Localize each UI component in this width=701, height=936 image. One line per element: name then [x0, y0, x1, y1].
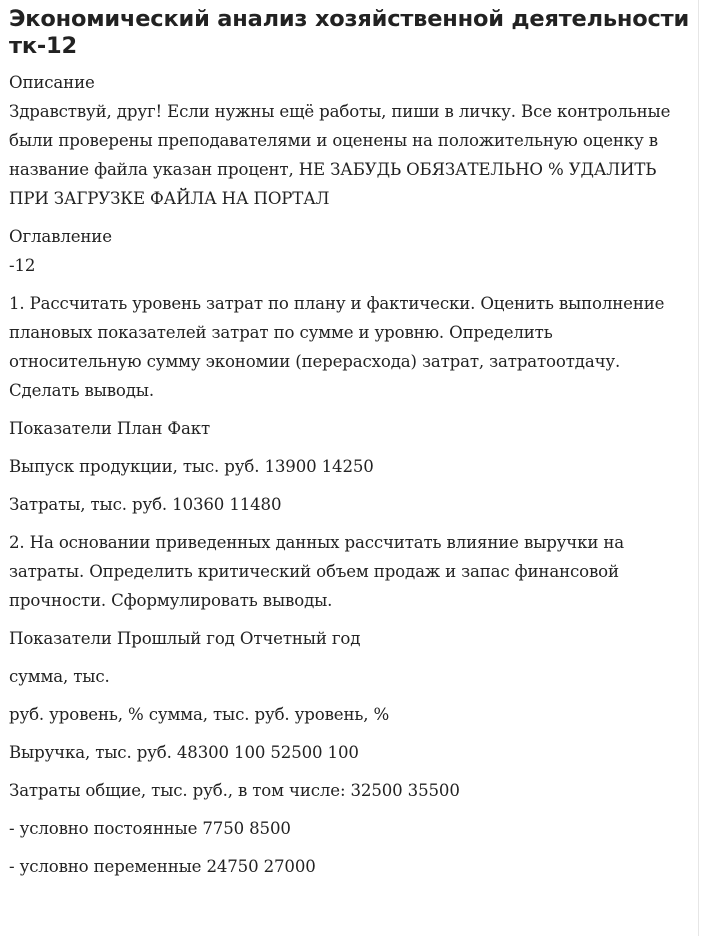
description-heading: Описание	[9, 73, 95, 92]
table-2-row: - условно переменные 24750 27000	[9, 857, 316, 876]
table-2-row: Затраты общие, тыс. руб., в том числе: 32500 35500	[9, 781, 460, 800]
description-text: Здравствуй, друг! Если нужны ещё работы, пиши в личку. Все контрольные были проверены преподавателями и оценены на положительную оценку в название файла указан процент, НЕ ЗАБУДЬ ОБЯЗАТЕЛЬНО % УДАЛИТЬ ПРИ ЗАГРУЗКЕ ФАЙЛА НА ПОРТАЛ	[9, 102, 671, 208]
task-1-text: 1. Рассчитать уровень затрат по плану и фактически. Оценить выполнение плановых показателей затрат по сумме и уровню. Определить относительную сумму экономии (перерасхода) затрат, затратоотдачу. Сделать выводы.	[9, 294, 665, 400]
table-2-header: Показатели Прошлый год Отчетный год	[9, 629, 361, 648]
table-2-subheader: руб. уровень, % сумма, тыс. руб. уровень, %	[9, 705, 390, 724]
table-1-row: Выпуск продукции, тыс. руб. 13900 14250	[9, 457, 374, 476]
document-title: Экономический анализ хозяйственной деятельности тк-12	[9, 6, 690, 59]
table-2-row: Выручка, тыс. руб. 48300 100 52500 100	[9, 743, 359, 762]
table-2-subheader: сумма, тыс.	[9, 667, 110, 686]
toc-text: -12	[9, 256, 36, 275]
task-2-text: 2. На основании приведенных данных рассчитать влияние выручки на затраты. Определить критический объем продаж и запас финансовой прочности. Сформулировать выводы.	[9, 533, 625, 610]
table-1-header: Показатели План Факт	[9, 419, 211, 438]
table-2-row: - условно постоянные 7750 8500	[9, 819, 291, 838]
toc-heading: Оглавление	[9, 227, 112, 246]
table-1-row: Затраты, тыс. руб. 10360 11480	[9, 495, 282, 514]
